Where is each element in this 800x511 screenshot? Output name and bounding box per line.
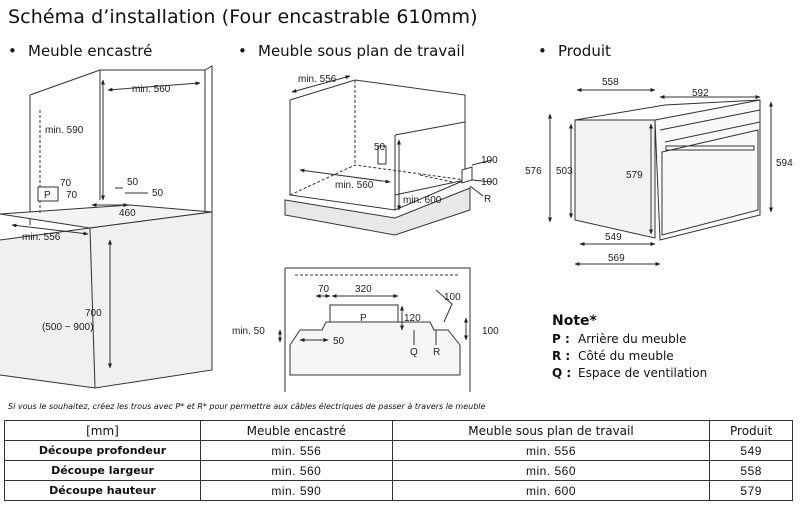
dim-d2-r: R [484, 194, 492, 205]
diagram-vue-dessus [280, 268, 470, 392]
cell-value: min. 600 [392, 481, 710, 501]
dim-d2-50: 50 [374, 142, 386, 153]
dim-d1-460: 460 [119, 208, 136, 219]
bullet-produit: • Produit [538, 42, 611, 60]
cell-value: min. 556 [392, 441, 710, 461]
dim-d1-700: 700 [85, 308, 102, 319]
row-label: Découpe hauteur [5, 481, 201, 501]
dim-d1-height: min. 590 [45, 125, 84, 136]
cell-value: min. 560 [392, 461, 710, 481]
dim-d2-height: min. 600 [403, 195, 442, 206]
cell-value: 549 [710, 441, 793, 461]
dim-d3-120: 120 [404, 313, 421, 324]
dim-d1-depth: min. 556 [22, 232, 61, 243]
dim-d4-594: 594 [776, 158, 793, 169]
dim-d4-569: 569 [608, 253, 625, 264]
dim-d3-r: R [433, 347, 441, 358]
note-title: Note* [552, 313, 597, 329]
table-header-row [5, 421, 793, 441]
table-header: [mm] [5, 421, 201, 441]
dim-d2-100a: 100 [481, 155, 498, 166]
dim-d2-width: min. 560 [335, 180, 374, 191]
table-row [5, 461, 793, 481]
dim-d3-50: 50 [333, 336, 345, 347]
dim-d1-700-range: (500 ~ 900) [42, 322, 94, 333]
dim-d1-70a: 70 [60, 178, 72, 189]
dim-d1-50b: 50 [152, 188, 164, 199]
cell-value: min. 556 [201, 441, 393, 461]
dim-d3-320: 320 [355, 284, 372, 295]
footnote: Si vous le souhaitez, créez les trous avec P* et R* pour permettre aux câbles électriques de passer à travers le meuble [8, 402, 486, 411]
table-header: Meuble sous plan de travail [392, 421, 710, 441]
dim-d3-min50: min. 50 [232, 326, 265, 337]
bullet-meuble-sous-plan: • Meuble sous plan de travail [238, 42, 465, 60]
dim-d3-100b: 100 [482, 326, 499, 337]
dim-d2-100b: 100 [481, 177, 498, 188]
dim-d4-579: 579 [626, 170, 643, 181]
dim-d4-592: 592 [692, 88, 709, 99]
dim-d2-depth: min. 556 [298, 74, 337, 85]
page-title: Schéma d’installation (Four encastrable 610mm) [8, 6, 478, 28]
note-q: Q : Espace de ventilation [552, 366, 708, 380]
cell-value: min. 560 [201, 461, 393, 481]
dim-d4-576: 576 [525, 166, 542, 177]
dim-d1-p: P [44, 190, 51, 201]
dim-d1-50a: 50 [127, 177, 139, 188]
dim-d3-70: 70 [318, 284, 330, 295]
dim-d1-width: min. 560 [132, 84, 171, 95]
cell-value: 579 [710, 481, 793, 501]
dim-d1-70b: 70 [66, 190, 78, 201]
dim-d4-558: 558 [602, 77, 619, 88]
dim-d3-q: Q [410, 347, 418, 358]
note-p: P : Arrière du meuble [552, 332, 687, 346]
dim-d4-503: 503 [556, 166, 573, 177]
dim-d3-100a: 100 [444, 292, 461, 303]
note-r: R : Côté du meuble [552, 349, 674, 363]
table-header: Produit [710, 421, 793, 441]
table-row [5, 441, 793, 461]
diagram-meuble-sous-plan [285, 76, 492, 235]
table-header: Meuble encastré [201, 421, 393, 441]
cell-value: min. 590 [201, 481, 393, 501]
bullet-meuble-encastre: • Meuble encastré [8, 42, 153, 60]
diagram-meuble-encastre [0, 66, 212, 388]
row-label: Découpe profondeur [5, 441, 201, 461]
diagram-produit [550, 90, 771, 264]
row-label: Découpe largeur [5, 461, 201, 481]
note-box [552, 313, 707, 380]
cell-value: 558 [710, 461, 793, 481]
dim-d3-p: P [360, 313, 367, 324]
table-row [5, 481, 793, 501]
dimensions-table [4, 420, 793, 501]
dim-d4-549: 549 [605, 232, 622, 243]
